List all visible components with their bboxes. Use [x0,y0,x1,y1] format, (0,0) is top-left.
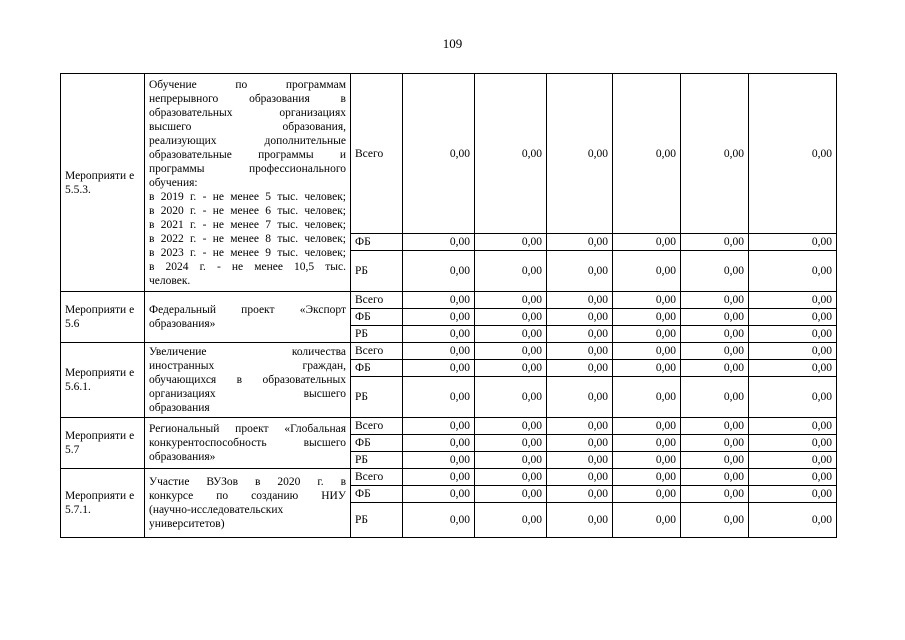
description-line: образования» [149,318,216,330]
description-cell [145,418,351,469]
value-cell: 0,00 [403,418,475,435]
value-cell: 0,00 [681,452,749,469]
value-cell: 0,00 [475,418,547,435]
value-cell: 0,00 [749,343,837,360]
value-cell: 0,00 [475,74,547,234]
table-row [61,418,837,435]
activity-cell: Мероприяти е 5.7.1. [61,469,145,538]
value-cell: 0,00 [403,503,475,538]
value-cell: 0,00 [475,251,547,292]
value-cell: 0,00 [681,326,749,343]
value-cell: 0,00 [403,234,475,251]
funding-source: Всего [351,418,403,435]
description-line: Федеральный проект «Экспорт [149,304,346,316]
value-cell: 0,00 [547,435,613,452]
description-cell [145,343,351,418]
value-cell: 0,00 [749,292,837,309]
description-line: Участие ВУЗов в 2020 г. в [149,476,346,488]
funding-source: ФБ [351,360,403,377]
value-cell: 0,00 [403,251,475,292]
value-cell: 0,00 [749,251,837,292]
description-cell [145,469,351,538]
description-cell [145,74,351,292]
value-cell: 0,00 [475,377,547,418]
value-cell: 0,00 [475,326,547,343]
funding-source: РБ [351,452,403,469]
value-cell: 0,00 [749,377,837,418]
value-cell: 0,00 [749,360,837,377]
value-cell: 0,00 [475,503,547,538]
description-line: университетов) [149,518,225,530]
value-cell: 0,00 [547,377,613,418]
funding-source: ФБ [351,234,403,251]
funding-source: ФБ [351,309,403,326]
description-line: в 2024 г. - не менее 10,5 тыс. [149,260,346,273]
value-cell: 0,00 [403,486,475,503]
value-cell: 0,00 [613,360,681,377]
description-line: в 2019 г. - не менее 5 тыс. человек; [149,190,346,203]
value-cell: 0,00 [547,74,613,234]
page-number: 109 [442,36,463,51]
value-cell: 0,00 [613,309,681,326]
description-line: Обучение по программам [149,78,346,91]
value-cell: 0,00 [749,435,837,452]
table-row [61,469,837,486]
table-row [61,343,837,360]
description-line: конкурентоспособность высшего [149,437,346,449]
description-line: в 2022 г. - не менее 8 тыс. человек; [149,232,346,245]
table-row [61,74,837,234]
activity-cell: Мероприяти е 5.5.3. [61,74,145,292]
description-line: Региональный проект «Глобальная [149,423,346,435]
funding-source: ФБ [351,486,403,503]
value-cell: 0,00 [547,251,613,292]
table-row [61,292,837,309]
value-cell: 0,00 [613,486,681,503]
value-cell: 0,00 [681,435,749,452]
description-line: реализующих дополнительные [149,134,346,147]
value-cell: 0,00 [681,343,749,360]
description-line: конкурсе по созданию НИУ [149,490,346,502]
value-cell: 0,00 [749,503,837,538]
value-cell: 0,00 [403,360,475,377]
value-cell: 0,00 [475,234,547,251]
value-cell: 0,00 [475,360,547,377]
value-cell: 0,00 [681,469,749,486]
value-cell: 0,00 [403,452,475,469]
value-cell: 0,00 [613,343,681,360]
value-cell: 0,00 [547,343,613,360]
value-cell: 0,00 [613,377,681,418]
funding-source: ФБ [351,435,403,452]
value-cell: 0,00 [681,251,749,292]
value-cell: 0,00 [475,435,547,452]
description-line: образования» [149,451,216,463]
description-line: (научно-исследовательских [149,504,284,516]
value-cell: 0,00 [613,469,681,486]
value-cell: 0,00 [547,326,613,343]
value-cell: 0,00 [749,469,837,486]
description-line: организациях высшего [149,388,346,400]
value-cell: 0,00 [475,469,547,486]
value-cell: 0,00 [547,418,613,435]
value-cell: 0,00 [547,486,613,503]
value-cell: 0,00 [403,309,475,326]
value-cell: 0,00 [681,74,749,234]
value-cell: 0,00 [403,469,475,486]
value-cell: 0,00 [681,503,749,538]
funding-source: Всего [351,343,403,360]
description-line: человек. [149,274,191,287]
value-cell: 0,00 [475,292,547,309]
value-cell: 0,00 [613,74,681,234]
description-line: высшего образования, [149,120,346,133]
value-cell: 0,00 [547,469,613,486]
value-cell: 0,00 [749,309,837,326]
value-cell: 0,00 [547,309,613,326]
description-line: непрерывного образования в [149,92,346,105]
value-cell: 0,00 [681,234,749,251]
description-line: образовательных организациях [149,106,346,119]
value-cell: 0,00 [749,418,837,435]
value-cell: 0,00 [613,452,681,469]
value-cell: 0,00 [749,486,837,503]
funding-source: РБ [351,503,403,538]
value-cell: 0,00 [681,360,749,377]
description-line: в 2020 г. - не менее 6 тыс. человек; [149,204,346,217]
value-cell: 0,00 [613,326,681,343]
value-cell: 0,00 [613,503,681,538]
description-cell [145,292,351,343]
value-cell: 0,00 [749,326,837,343]
description-line: программы профессионального [149,162,346,175]
value-cell: 0,00 [403,343,475,360]
description-line: обучающихся в образовательных [149,374,346,386]
value-cell: 0,00 [475,343,547,360]
value-cell: 0,00 [403,435,475,452]
value-cell: 0,00 [749,234,837,251]
funding-source: РБ [351,251,403,292]
value-cell: 0,00 [681,292,749,309]
description-line: образовательные программы и [149,148,346,161]
funding-table [60,73,837,538]
funding-source: РБ [351,326,403,343]
description-line: обучения: [149,176,198,189]
description-line: в 2021 г. - не менее 7 тыс. человек; [149,218,346,231]
funding-source: РБ [351,377,403,418]
value-cell: 0,00 [681,418,749,435]
activity-cell: Мероприяти е 5.6 [61,292,145,343]
funding-source: Всего [351,292,403,309]
value-cell: 0,00 [613,418,681,435]
value-cell: 0,00 [613,234,681,251]
value-cell: 0,00 [403,292,475,309]
value-cell: 0,00 [613,251,681,292]
funding-source: Всего [351,74,403,234]
description-line: иностранных граждан, [149,360,346,372]
value-cell: 0,00 [403,326,475,343]
value-cell: 0,00 [403,74,475,234]
value-cell: 0,00 [681,486,749,503]
value-cell: 0,00 [613,292,681,309]
description-line: образования [149,402,210,414]
value-cell: 0,00 [475,486,547,503]
funding-source: Всего [351,469,403,486]
value-cell: 0,00 [547,292,613,309]
value-cell: 0,00 [749,452,837,469]
value-cell: 0,00 [681,309,749,326]
value-cell: 0,00 [749,74,837,234]
activity-cell: Мероприяти е 5.6.1. [61,343,145,418]
value-cell: 0,00 [547,452,613,469]
value-cell: 0,00 [547,234,613,251]
description-line: Увеличение количества [149,346,346,358]
value-cell: 0,00 [475,309,547,326]
value-cell: 0,00 [613,435,681,452]
value-cell: 0,00 [403,377,475,418]
value-cell: 0,00 [547,360,613,377]
value-cell: 0,00 [681,377,749,418]
activity-cell: Мероприяти е 5.7 [61,418,145,469]
value-cell: 0,00 [547,503,613,538]
value-cell: 0,00 [475,452,547,469]
description-line: в 2023 г. - не менее 9 тыс. человек; [149,246,346,259]
